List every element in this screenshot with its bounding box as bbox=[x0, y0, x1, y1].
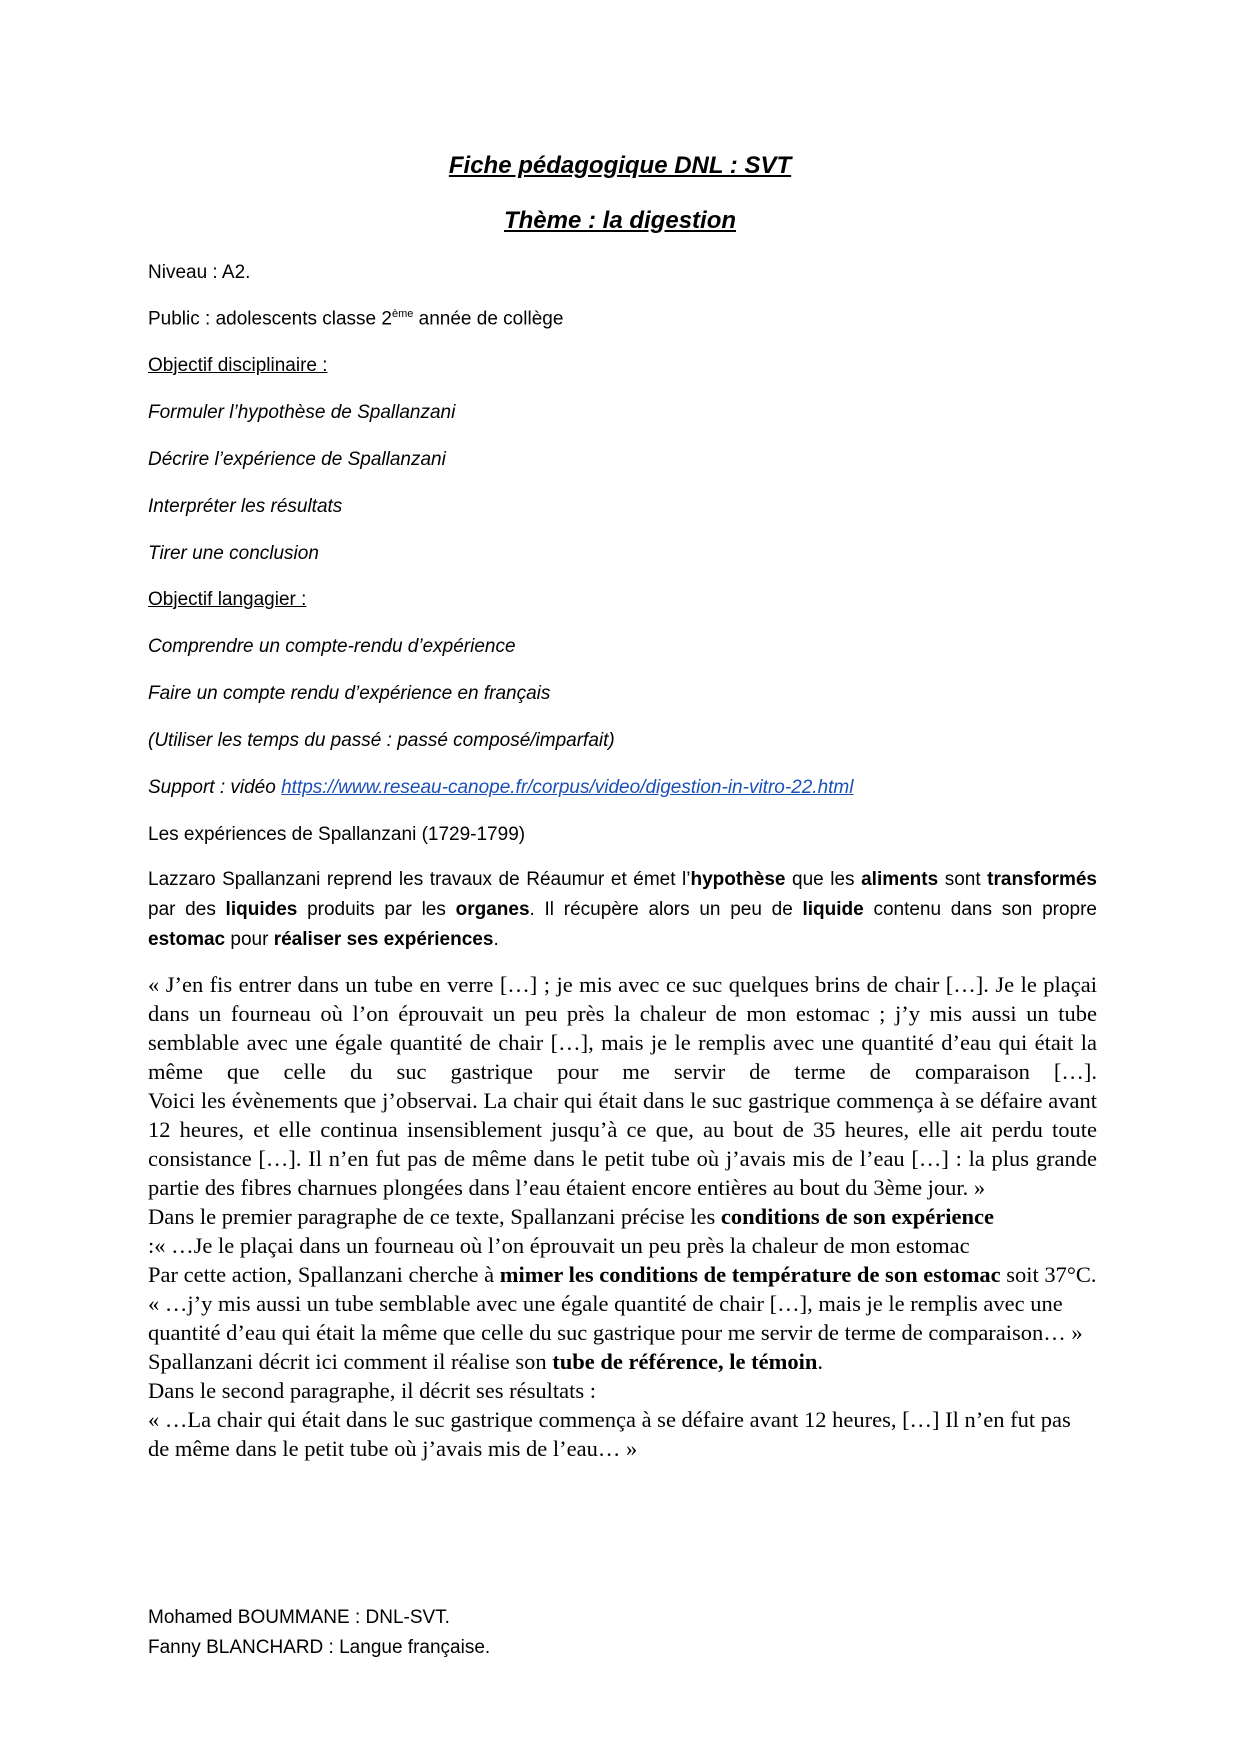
support-video-link[interactable]: https://www.reseau-canope.fr/corpus/video/digestion-in-vitro-22.html bbox=[281, 777, 854, 798]
public-text: Public : adolescents classe 2 bbox=[148, 308, 392, 330]
objectif-langagier-heading: Objectif langagier : bbox=[148, 589, 307, 610]
section-title: Les expériences de Spallanzani (1729-1799) bbox=[148, 824, 526, 845]
analysis-line-2: :« …Je le plaçai dans un fourneau où l’on éprouvait un peu près la chaleur de mon estomac bbox=[148, 1233, 970, 1258]
objectif-item: Décrire l’expérience de Spallanzani bbox=[148, 449, 446, 470]
intro-text: contenu dans son propre bbox=[863, 899, 1097, 920]
analysis-line-1 bbox=[148, 1202, 1097, 1231]
intro-bold: liquide bbox=[802, 899, 864, 920]
objectif-item: (Utiliser les temps du passé : passé composé/imparfait) bbox=[148, 730, 615, 751]
analysis-line-3 bbox=[148, 1260, 1097, 1289]
intro-text: pour bbox=[225, 929, 274, 950]
intro-bold: transformés bbox=[987, 869, 1097, 890]
analysis-bold: mimer les conditions de température de son estomac bbox=[499, 1262, 1001, 1287]
analysis-text: Dans le premier paragraphe de ce texte, Spallanzani précise les bbox=[148, 1204, 721, 1229]
intro-text: . Il récupère alors un peu de bbox=[529, 899, 803, 920]
public bbox=[148, 308, 563, 330]
analysis-line-6: Dans le second paragraphe, il décrit ses résultats : bbox=[148, 1378, 596, 1403]
intro-bold: estomac bbox=[148, 929, 226, 950]
intro-bold: organes bbox=[455, 899, 530, 920]
intro-text: produits par les bbox=[297, 899, 456, 920]
intro-bold: aliments bbox=[861, 869, 939, 890]
support bbox=[148, 777, 853, 799]
analysis-text: . bbox=[817, 1349, 823, 1374]
quote-block bbox=[148, 970, 1097, 1463]
public-text-end: année de collège bbox=[413, 308, 564, 330]
intro-text: sont bbox=[938, 869, 988, 890]
objectif-item: Faire un compte rendu d’expérience en français bbox=[148, 683, 551, 704]
intro-bold: liquides bbox=[225, 899, 298, 920]
quote-paragraph-2: Voici les évènements que j’observai. La chair qui était dans le suc gastrique commença à se défaire avant 12 heures, et elle continua insensiblement jusqu’à ce que, au bout de 35 heures, elle ait perdu toute consistance […]. Il n’en fut pas de même dans le petit tube où j’avais mis de l’eau […] : la plus grande partie des fibres charnues plongées dans l’eau étaient encore entières au bout du 3ème jour. » bbox=[148, 1088, 1097, 1200]
objectif-item: Interpréter les résultats bbox=[148, 496, 343, 517]
intro-text: Lazzaro Spallanzani reprend les travaux de Réaumur et émet l’ bbox=[148, 869, 691, 890]
analysis-text: Spallanzani décrit ici comment il réalise son bbox=[148, 1349, 553, 1374]
footer bbox=[148, 1603, 490, 1663]
public-sup: ème bbox=[391, 308, 414, 320]
footer-author-1: Mohamed BOUMMANE : DNL-SVT. bbox=[148, 1607, 450, 1628]
theme-title: Thème : la digestion bbox=[503, 207, 737, 234]
intro-bold: réaliser ses expériences bbox=[273, 929, 494, 950]
intro-text: par des bbox=[148, 899, 226, 920]
intro-paragraph bbox=[148, 865, 1097, 955]
intro-bold: hypothèse bbox=[690, 869, 786, 890]
objectif-disciplinaire-heading: Objectif disciplinaire : bbox=[148, 355, 328, 376]
analysis-line-7: « …La chair qui était dans le suc gastrique commença à se défaire avant 12 heures, […] Il n’en fut pas de même dans le petit tube où j’avais mis de l’eau… » bbox=[148, 1407, 1071, 1461]
support-label: Support : vidéo bbox=[148, 777, 282, 798]
footer-author-2: Fanny BLANCHARD : Langue française. bbox=[148, 1637, 491, 1658]
analysis-text: Par cette action, Spallanzani cherche à bbox=[148, 1262, 500, 1287]
analysis-bold: conditions de son expérience bbox=[720, 1204, 994, 1229]
analysis-line-5 bbox=[148, 1347, 1097, 1376]
analysis-line-4: « …j’y mis aussi un tube semblable avec une égale quantité de chair […], mais je le remplis avec une quantité d’eau qui était la même que celle du suc gastrique pour me servir de terme de comparaison… » bbox=[148, 1291, 1083, 1345]
objectif-item: Tirer une conclusion bbox=[148, 543, 319, 564]
objectif-item: Formuler l’hypothèse de Spallanzani bbox=[148, 402, 456, 423]
analysis-text: soit 37°C. bbox=[1000, 1262, 1097, 1287]
intro-text: . bbox=[493, 929, 499, 950]
objectif-item: Comprendre un compte-rendu d’expérience bbox=[148, 636, 516, 657]
quote-paragraph-1: « J’en fis entrer dans un tube en verre […] ; je mis avec ce suc quelques brins de chair […]. Je le plaçai dans un fourneau où l’on éprouvait un peu près la chaleur de mon estomac ; j’y mis aussi un tube semblable avec une égale quantité de chair […], mais je le remplis avec une quantité d’eau qui était la même que celle du suc gastrique pour me servir de terme de comparaison […]. bbox=[148, 972, 1097, 1084]
analysis-bold: tube de référence, le témoin bbox=[552, 1349, 818, 1374]
page-title: Fiche pédagogique DNL : SVT bbox=[448, 152, 792, 179]
niveau: Niveau : A2. bbox=[148, 262, 251, 283]
intro-text: que les bbox=[785, 869, 862, 890]
